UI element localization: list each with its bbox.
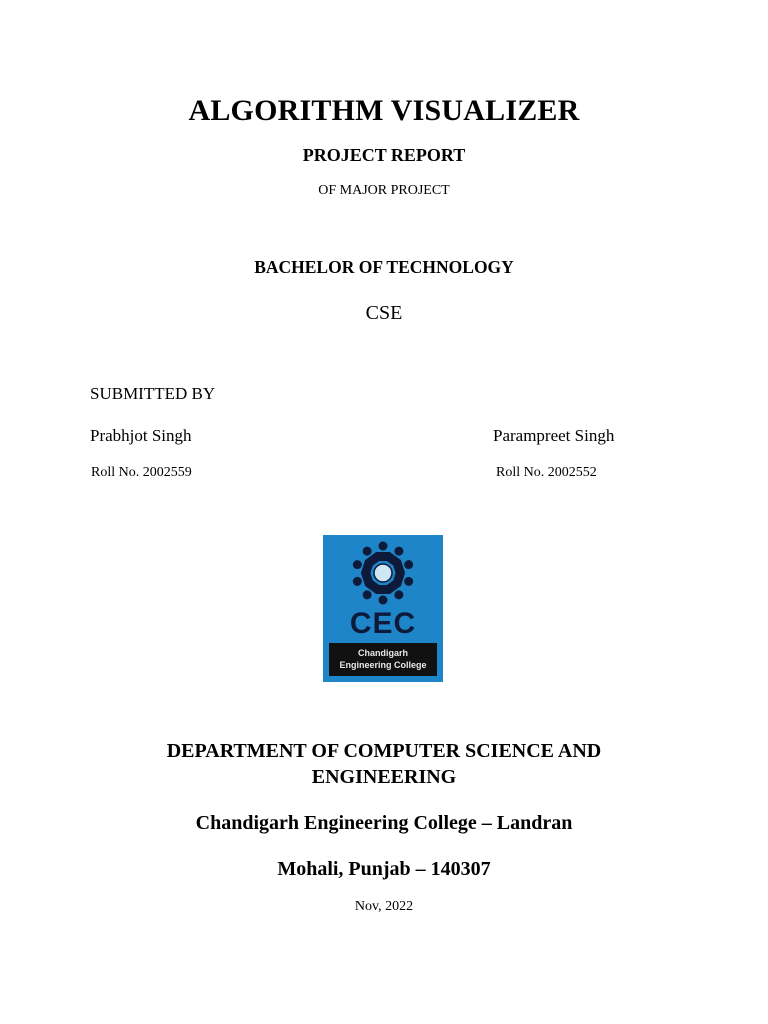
branch-name: CSE [365,302,403,324]
college-address: Mohali, Punjab – 140307 [277,858,491,880]
student-roll-1: Roll No. 2002559 [91,465,192,480]
college-name: Chandigarh Engineering College – Landran [195,812,573,834]
report-title: ALGORITHM VISUALIZER [188,94,580,127]
logo-abbreviation: CEC [349,607,417,640]
logo-name-band [329,643,437,676]
report-subtitle: PROJECT REPORT [302,145,466,165]
report-date: Nov, 2022 [354,899,414,914]
department-text: DEPARTMENT OF COMPUTER SCIENCE AND ENGINEERING [166,740,602,788]
college-logo [323,535,443,682]
report-subsubtitle: OF MAJOR PROJECT [318,183,450,198]
student-name-2: Parampreet Singh [493,426,615,445]
degree-name: BACHELOR OF TECHNOLOGY [254,257,514,277]
student-name-1: Prabhjot Singh [90,426,192,445]
submitted-by-label: SUBMITTED BY [90,384,216,403]
college-emblem-icon [323,535,443,610]
logo-line-2: Engineering College [339,660,427,670]
logo-line-1: Chandigarh [357,648,408,658]
department-name [0,738,768,790]
student-roll-2: Roll No. 2002552 [496,465,597,480]
